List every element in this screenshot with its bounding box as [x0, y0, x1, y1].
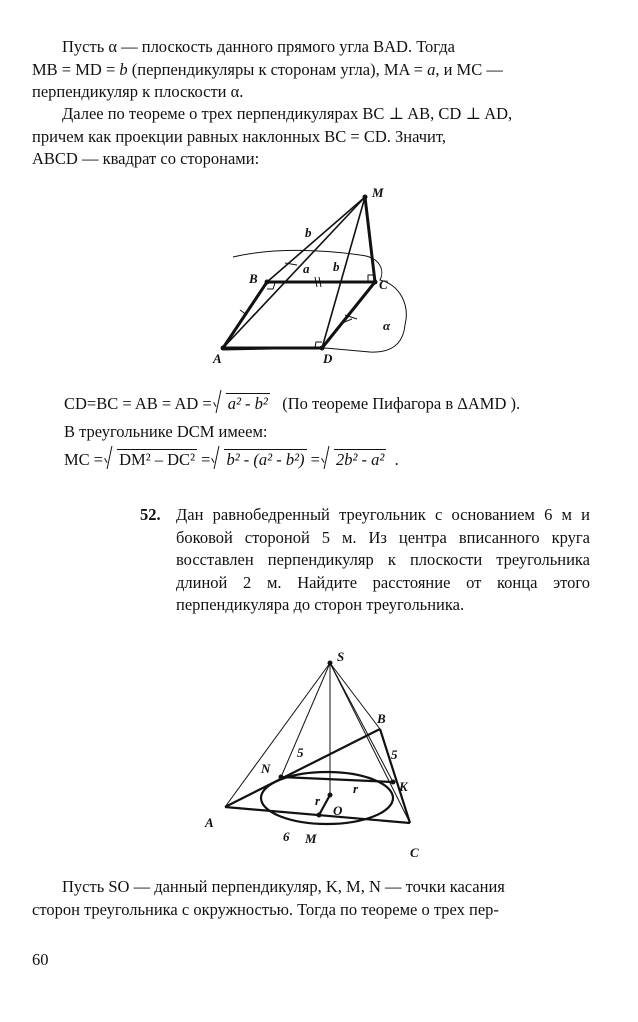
label-r2: r [353, 781, 359, 796]
problem-text: Дан равнобедренный треугольник с основанием 6 м и боковой стороной 5 м. Из центра вписанного круга восставлен перпендикуляр к плоскости треугольника длиной 2 м. Найдите расстояние от конца этого перпендикуляра до сторон треугольника. [176, 505, 590, 614]
label-o: O [333, 803, 343, 818]
label-r1: r [315, 793, 321, 808]
label-m: M [372, 185, 384, 200]
figure-triangle-incircle [195, 635, 455, 865]
p1-line-1: Пусть α — плоскость данного прямого угла BAD. Тогда [62, 37, 455, 56]
p3-line-1: Пусть SO — данный перпендикуляр, K, M, N — точки касания [62, 877, 505, 896]
equation-side-length: CD=BC = AB = AD = a² - b² (По теореме Пифагора в ΔAMD ). [64, 394, 521, 413]
problem-number: 52. [140, 505, 161, 524]
p2-line-1: Далее по теореме о трех перпендикулярах BC ⊥ AB, CD ⊥ AD, [62, 104, 513, 123]
label-a: A [213, 351, 222, 366]
label-c: C [410, 845, 419, 860]
paragraph-3 [32, 876, 610, 921]
paragraph-1 [32, 36, 610, 104]
label-k: K [399, 779, 408, 794]
edge-mb [267, 197, 365, 282]
p3-line-2: сторон треугольника с окружностью. Тогда по теореме о трех пер- [32, 899, 499, 919]
label-m: M [305, 831, 317, 846]
label-b: B [377, 711, 386, 726]
p1-line-3: перпендикуляр к плоскости α. [32, 82, 244, 101]
figure-square-pyramid [205, 185, 425, 370]
label-alpha: α [383, 318, 391, 333]
paragraph-2 [32, 103, 610, 171]
problem-52 [140, 504, 590, 617]
page-number: 60 [32, 950, 49, 969]
label-edge-b2: b [333, 259, 340, 274]
label-edge-b1: b [305, 225, 312, 240]
p2-line-3: ABCD — квадрат со сторонами: [32, 149, 260, 168]
label-edge-a: a [303, 261, 310, 276]
label-n: N [261, 761, 271, 776]
label-five-1: 5 [297, 745, 304, 760]
label-six: 6 [283, 829, 290, 844]
edge-cd [322, 282, 375, 348]
label-d: D [323, 351, 333, 366]
label-a: A [205, 815, 214, 830]
p1-line-2: MB = MD = b (перпендикуляры к сторонам угла), MA = a, и MC — [32, 59, 503, 79]
p2-line-2: причем как проекции равных наклонных BC = CD. Значит, [32, 126, 446, 146]
line-triangle-dcm: В треугольнике DCM имеем: [64, 422, 268, 441]
equation-mc: MC = DM² – DC² = b² - (a² - b²) = 2b² - a² . [64, 450, 399, 469]
label-s: S [337, 649, 345, 664]
label-b: B [249, 271, 258, 286]
edge-mc [365, 197, 375, 282]
edge-ab [223, 282, 267, 348]
label-five-2: 5 [391, 747, 398, 762]
label-c: C [379, 277, 388, 292]
